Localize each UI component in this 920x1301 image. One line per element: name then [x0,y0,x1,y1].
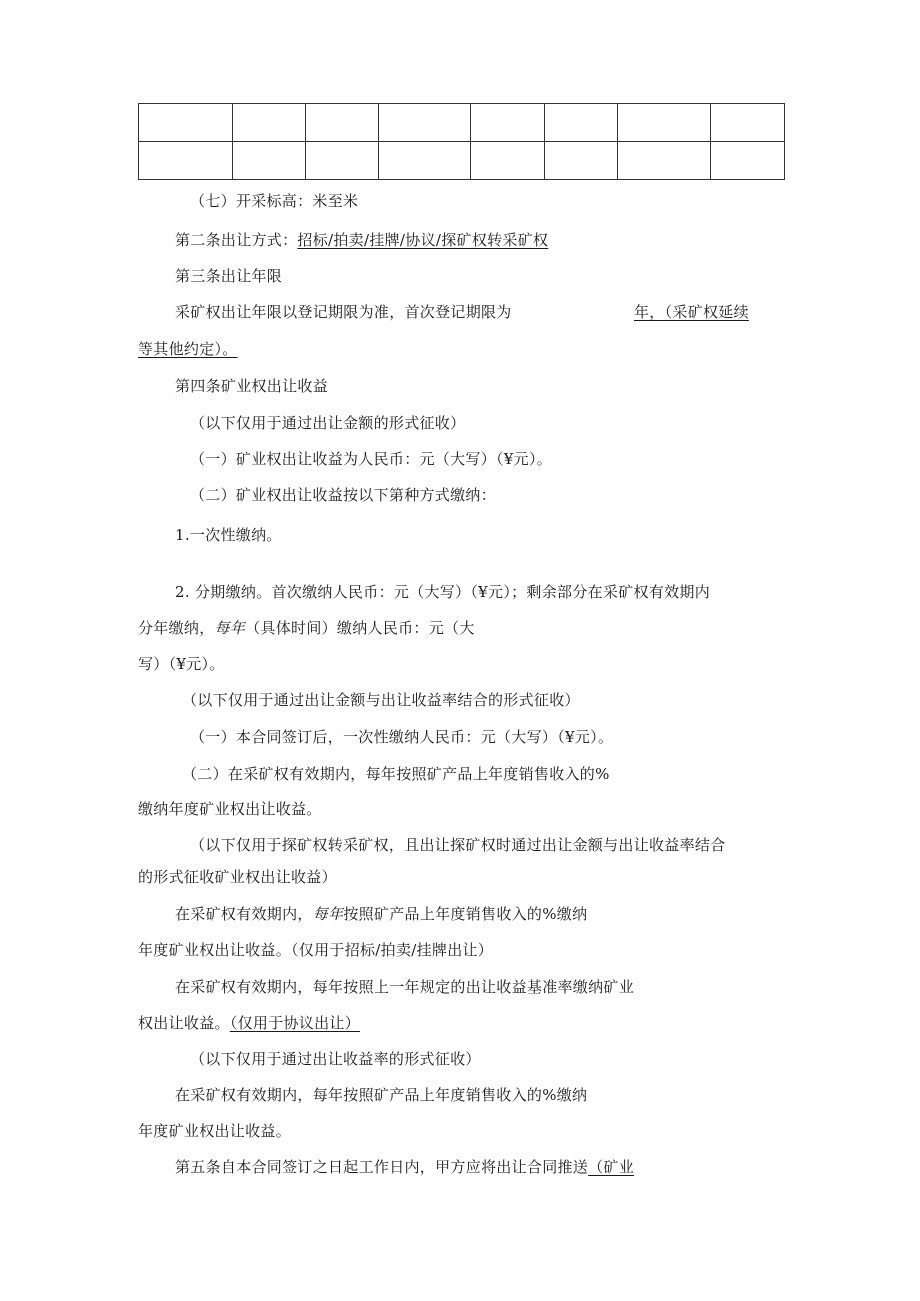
table-cell [618,142,711,180]
conversion-text-cont: 按照矿产品上年度销售收入的%缴纳 [343,905,588,923]
table-cell [233,104,306,142]
installment-line: 2. 分期缴纳。首次缴纳人民币：元（大写）（¥元）；剩余部分在采矿权有效期内 [175,583,711,601]
amount-line: （一）矿业权出让收益为人民币：元（大写）（¥元）。 [190,450,553,468]
note-amount: （以下仅用于通过出让金额的形式征收） [190,414,466,432]
table-cell [306,104,379,142]
article3-heading: 第三条出让年限 [175,267,283,285]
note-conversion: （以下仅用于探矿权转采矿权，且出让探矿权时通过出让金额与出让收益率结合 [190,836,726,854]
table-row [139,104,785,142]
transfer-methods: 招标/拍卖/挂牌/协议/探矿权转采矿权 [297,231,549,249]
installment-text: 分年缴纳， [138,619,215,637]
term-other: 等其他约定）。 [138,340,238,358]
article5-text: 第五条自本合同签订之日起工作日内，甲方应将出让合同推送 [175,1158,589,1176]
table-cell [306,142,379,180]
conversion-text: 在采矿权有效期内， [175,905,313,923]
installment-text-cont: （具体时间）缴纳人民币：元（大 [245,619,475,637]
term-years: 年，（采矿权延续 [634,303,749,321]
table-cell [618,104,711,142]
conversion-line-2: 年度矿业权出让收益。（仅用于招标/拍卖/挂牌出让） [138,941,494,959]
lump-sum-line: 1.一次性缴纳。 [175,526,282,544]
combined-line-3: 缴纳年度矿业权出让收益。 [138,800,322,818]
agreement-only-note: （仅用于协议出让） [229,1014,361,1032]
combined-line-1: （一）本合同签订后，一次性缴纳人民币：元（大写）（¥元）。 [190,728,614,746]
table-cell [471,104,545,142]
article4-heading: 第四条矿业权出让收益 [175,377,329,395]
note-conversion-cont: 的形式征收矿业权出让收益） [138,868,337,886]
note-rate: （以下仅用于通过出让收益率的形式征收） [190,1050,481,1068]
table-cell [711,104,785,142]
each-year-text: 每年 [214,619,246,637]
term-line [175,302,512,322]
each-year-text: 每年 [312,905,344,923]
payment-method-line: （二）矿业权出让收益按以下第种方式缴纳： [190,486,497,504]
table-cell [379,104,471,142]
rate-line-2: 年度矿业权出让收益。 [138,1122,292,1140]
table-cell [711,142,785,180]
term-text: 采矿权出让年限以登记期限为准，首次登记期限为 [175,303,512,321]
table-cell [379,142,471,180]
benchmark-line-2 [138,1013,360,1033]
article5-line [175,1157,634,1177]
table-cell [471,142,545,180]
table-cell [545,142,618,180]
table-cell [139,142,233,180]
table-cell [545,104,618,142]
rate-line-1: 在采矿权有效期内，每年按照矿产品上年度销售收入的%缴纳 [175,1086,588,1104]
conversion-line-1 [175,904,587,924]
article5-underlined: （矿业 [588,1158,635,1176]
benchmark-line-1: 在采矿权有效期内，每年按照上一年规定的出让收益基准率缴纳矿业 [175,978,635,996]
installment-line-2 [138,618,475,638]
blank-table [138,103,785,180]
article2-line [175,230,548,250]
table-cell [233,142,306,180]
elevation-line: （七）开采标高：米至米 [190,192,359,210]
installment-line-3: 写）（¥元）。 [138,655,225,673]
article2-label: 第二条出让方式： [175,231,298,249]
benchmark-text: 权出让收益。 [138,1014,230,1032]
combined-line-2: （二）在采矿权有效期内，每年按照矿产品上年度销售收入的% [182,765,610,783]
note-combined: （以下仅用于通过出让金额与出让收益率结合的形式征收） [182,691,580,709]
table-row [139,142,785,180]
table-cell [139,104,233,142]
